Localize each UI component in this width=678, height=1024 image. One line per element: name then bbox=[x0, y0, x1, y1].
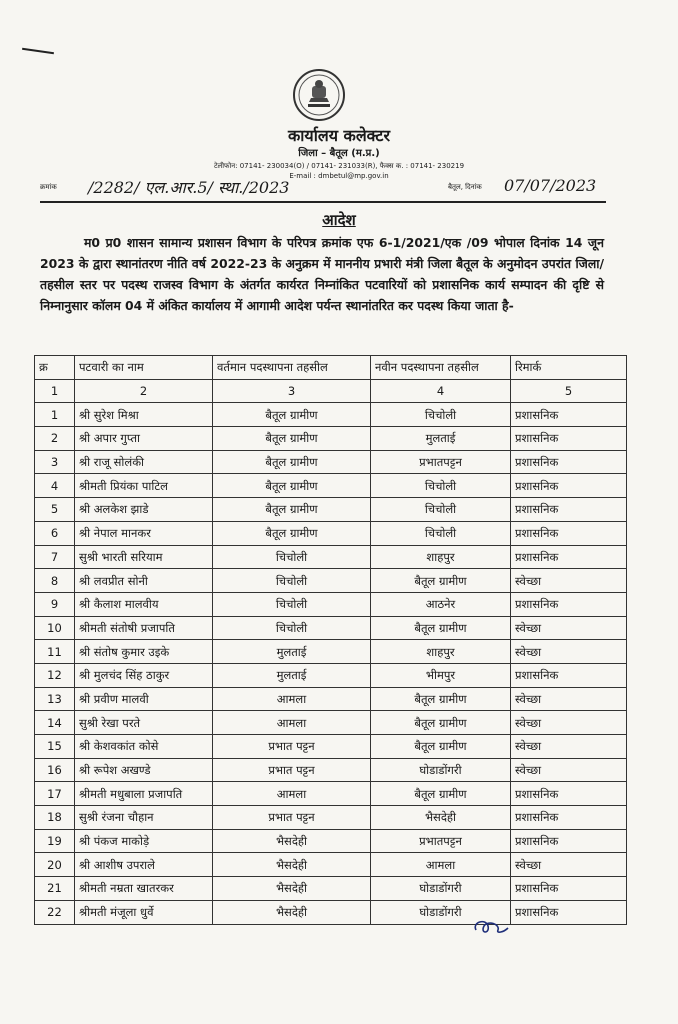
cell-new: घोडाडोंगरी bbox=[371, 877, 511, 901]
cell-new: चिचोली bbox=[371, 474, 511, 498]
signature-mark bbox=[470, 916, 510, 938]
cell-name: श्री केशवकांत कोसे bbox=[75, 735, 213, 759]
cell-sn: 15 bbox=[35, 735, 75, 759]
table-row bbox=[35, 427, 627, 451]
cell-sn: 9 bbox=[35, 592, 75, 616]
cell-current: बैतूल ग्रामीण bbox=[213, 474, 371, 498]
cell-sn: 19 bbox=[35, 829, 75, 853]
table-row bbox=[35, 616, 627, 640]
transfer-table bbox=[34, 355, 627, 925]
cell-sn: 5 bbox=[35, 498, 75, 522]
district-name: जिला – बैतूल (म.प्र.) bbox=[298, 148, 380, 159]
date-label: बैतूल, दिनांक bbox=[448, 183, 482, 191]
cell-new: बैतूल ग्रामीण bbox=[371, 782, 511, 806]
cell-current: प्रभात पट्टन bbox=[213, 758, 371, 782]
cell-remark: प्रशासनिक bbox=[511, 806, 627, 830]
cell-remark: प्रशासनिक bbox=[511, 450, 627, 474]
cell-current: मुलताई bbox=[213, 663, 371, 687]
cell-sn: 12 bbox=[35, 663, 75, 687]
cell-remark: प्रशासनिक bbox=[511, 782, 627, 806]
cell-remark: स्वेच्छा bbox=[511, 687, 627, 711]
cell-current: बैतूल ग्रामीण bbox=[213, 403, 371, 427]
cell-remark: प्रशासनिक bbox=[511, 427, 627, 451]
cell-new: मुलताई bbox=[371, 427, 511, 451]
cell-name: श्री पंकज माकोड़े bbox=[75, 829, 213, 853]
cell-new: प्रभातपट्टन bbox=[371, 829, 511, 853]
header-sn: क्र bbox=[35, 356, 75, 380]
cell-current: भैसदेही bbox=[213, 900, 371, 924]
cell-sn: 22 bbox=[35, 900, 75, 924]
table-row bbox=[35, 521, 627, 545]
cell-new: बैतूल ग्रामीण bbox=[371, 711, 511, 735]
cell-sn: 11 bbox=[35, 640, 75, 664]
cell-new: बैतूल ग्रामीण bbox=[371, 569, 511, 593]
cell-sn: 21 bbox=[35, 877, 75, 901]
table-row bbox=[35, 853, 627, 877]
email-line: E-mail : dmbetul@mp.gov.in bbox=[289, 172, 389, 180]
cell-remark: स्वेच्छा bbox=[511, 640, 627, 664]
cell-new: भैसदेही bbox=[371, 806, 511, 830]
cell-current: आमला bbox=[213, 782, 371, 806]
cell-current: चिचोली bbox=[213, 569, 371, 593]
table-row bbox=[35, 735, 627, 759]
cell-current: चिचोली bbox=[213, 616, 371, 640]
header-divider bbox=[40, 201, 606, 203]
cell-name: श्री राजू सोलंकी bbox=[75, 450, 213, 474]
cell-current: चिचोली bbox=[213, 545, 371, 569]
cell-sn: 7 bbox=[35, 545, 75, 569]
cell-name: श्री नेपाल मानकर bbox=[75, 521, 213, 545]
cell-remark: स्वेच्छा bbox=[511, 735, 627, 759]
cell-remark: स्वेच्छा bbox=[511, 758, 627, 782]
cell-current: प्रभात पट्टन bbox=[213, 735, 371, 759]
cell-remark: प्रशासनिक bbox=[511, 545, 627, 569]
office-title: कार्यालय कलेक्टर bbox=[287, 126, 391, 145]
cell-sn: 14 bbox=[35, 711, 75, 735]
table-row bbox=[35, 711, 627, 735]
cell-name: श्रीमती संतोषी प्रजापति bbox=[75, 616, 213, 640]
table-row bbox=[35, 782, 627, 806]
cell-remark: स्वेच्छा bbox=[511, 616, 627, 640]
cell-remark: प्रशासनिक bbox=[511, 498, 627, 522]
cell-remark: प्रशासनिक bbox=[511, 877, 627, 901]
cell-sn: 3 bbox=[35, 450, 75, 474]
ref-number: /2282/ एल.आर.5/ स्था./2023 bbox=[88, 178, 290, 197]
cell-sn: 1 bbox=[35, 403, 75, 427]
table-row bbox=[35, 663, 627, 687]
header-remark: रिमार्क bbox=[511, 356, 627, 380]
cell-new: चिचोली bbox=[371, 498, 511, 522]
cell-name: श्रीमती प्रियंका पाटिल bbox=[75, 474, 213, 498]
table-row bbox=[35, 806, 627, 830]
cell-name: श्री लवप्रीत सोनी bbox=[75, 569, 213, 593]
cell-new: आमला bbox=[371, 853, 511, 877]
table-row bbox=[35, 403, 627, 427]
cell-remark: प्रशासनिक bbox=[511, 900, 627, 924]
cell-name: सुश्री रंजना चौहान bbox=[75, 806, 213, 830]
cell-name: श्री रूपेश अखण्डे bbox=[75, 758, 213, 782]
cell-name: श्री अपार गुप्ता bbox=[75, 427, 213, 451]
cell-sn: 18 bbox=[35, 806, 75, 830]
cell-remark: प्रशासनिक bbox=[511, 474, 627, 498]
table-row bbox=[35, 900, 627, 924]
cell-current: बैतूल ग्रामीण bbox=[213, 521, 371, 545]
cell-current: भैसदेही bbox=[213, 853, 371, 877]
cell-remark: प्रशासनिक bbox=[511, 403, 627, 427]
cell-name: श्री आशीष उपराले bbox=[75, 853, 213, 877]
cell-new: शाहपुर bbox=[371, 545, 511, 569]
cell-new: भीमपुर bbox=[371, 663, 511, 687]
table-row bbox=[35, 687, 627, 711]
table-row bbox=[35, 829, 627, 853]
cell-current: बैतूल ग्रामीण bbox=[213, 450, 371, 474]
header-new-posting: नवीन पदस्थापना तहसील bbox=[371, 356, 511, 380]
table-column-number-row bbox=[35, 379, 627, 403]
table-row bbox=[35, 545, 627, 569]
government-emblem-icon bbox=[292, 68, 346, 122]
cell-name: सुश्री भारती सरियाम bbox=[75, 545, 213, 569]
cell-name: श्री प्रवीण मालवी bbox=[75, 687, 213, 711]
cell-sn: 20 bbox=[35, 853, 75, 877]
cell-name: श्री मुलचंद सिंह ठाकुर bbox=[75, 663, 213, 687]
cell-sn: 2 bbox=[35, 427, 75, 451]
cell-sn: 13 bbox=[35, 687, 75, 711]
table-row bbox=[35, 640, 627, 664]
col-number: 2 bbox=[75, 379, 213, 403]
cell-new: शाहपुर bbox=[371, 640, 511, 664]
cell-remark: स्वेच्छा bbox=[511, 569, 627, 593]
header-name: पटवारी का नाम bbox=[75, 356, 213, 380]
col-number: 1 bbox=[35, 379, 75, 403]
header-current-posting: वर्तमान पदस्थापना तहसील bbox=[213, 356, 371, 380]
cell-current: मुलताई bbox=[213, 640, 371, 664]
table-row bbox=[35, 592, 627, 616]
cell-new: प्रभातपट्टन bbox=[371, 450, 511, 474]
cell-sn: 6 bbox=[35, 521, 75, 545]
table-row bbox=[35, 474, 627, 498]
table-row bbox=[35, 569, 627, 593]
cell-new: बैतूल ग्रामीण bbox=[371, 735, 511, 759]
col-number: 5 bbox=[511, 379, 627, 403]
order-body: म0 प्र0 शासन सामान्य प्रशासन विभाग के परिपत्र क्रमांक एफ 6-1/2021/एक /09 भोपाल दिनांक 14 जून 2023 के द्वारा स्थानांतरण नीति वर्ष 2022-23 के अनुक्रम में माननीय प्रभारी मंत्री जिला बैतूल के अनुमोदन उपरांत जिला/तहसील स्तर पर पदस्थ राजस्व विभाग के अंतर्गत कार्यरत निम्नांकित पटवारियों को प्रशासनिक कार्य सम्पादन की दृष्टि से निम्नानुसार कॉलम 04 में अंकित कार्यालय में आगामी आदेश पर्यन्त स्थानांतरित कर पदस्थ किया जाता है- bbox=[40, 235, 604, 313]
cell-sn: 8 bbox=[35, 569, 75, 593]
cell-current: आमला bbox=[213, 711, 371, 735]
date-value: 07/07/2023 bbox=[504, 176, 597, 195]
cell-name: श्री सुरेश मिश्रा bbox=[75, 403, 213, 427]
cell-current: बैतूल ग्रामीण bbox=[213, 427, 371, 451]
cell-remark: प्रशासनिक bbox=[511, 829, 627, 853]
cell-name: श्री कैलाश मालवीय bbox=[75, 592, 213, 616]
col-number: 3 bbox=[213, 379, 371, 403]
table-row bbox=[35, 498, 627, 522]
cell-current: भैसदेही bbox=[213, 829, 371, 853]
cell-new: बैतूल ग्रामीण bbox=[371, 616, 511, 640]
cell-current: भैसदेही bbox=[213, 877, 371, 901]
cell-name: श्रीमती नम्रता खातरकर bbox=[75, 877, 213, 901]
cell-current: आमला bbox=[213, 687, 371, 711]
cell-current: चिचोली bbox=[213, 592, 371, 616]
cell-remark: प्रशासनिक bbox=[511, 521, 627, 545]
table-row bbox=[35, 758, 627, 782]
cell-new: चिचोली bbox=[371, 403, 511, 427]
cell-new: घोडाडोंगरी bbox=[371, 758, 511, 782]
cell-name: श्रीमती मधुबाला प्रजापति bbox=[75, 782, 213, 806]
cell-remark: स्वेच्छा bbox=[511, 711, 627, 735]
cell-name: श्री संतोष कुमार उइके bbox=[75, 640, 213, 664]
table-row bbox=[35, 450, 627, 474]
cell-name: श्रीमती मंजूला धुर्वे bbox=[75, 900, 213, 924]
cell-sn: 16 bbox=[35, 758, 75, 782]
cell-name: सुश्री रेखा परते bbox=[75, 711, 213, 735]
cell-remark: स्वेच्छा bbox=[511, 853, 627, 877]
cell-current: बैतूल ग्रामीण bbox=[213, 498, 371, 522]
ref-label: क्रमांक bbox=[40, 183, 57, 191]
cell-sn: 17 bbox=[35, 782, 75, 806]
cell-new: आठनेर bbox=[371, 592, 511, 616]
contact-line: टेलीफोन: 07141- 230034(O) / 07141- 231033(R), फैक्स क. : 07141- 230219 bbox=[213, 162, 465, 170]
cell-sn: 4 bbox=[35, 474, 75, 498]
cell-new: बैतूल ग्रामीण bbox=[371, 687, 511, 711]
cell-sn: 10 bbox=[35, 616, 75, 640]
cell-remark: प्रशासनिक bbox=[511, 663, 627, 687]
pen-mark bbox=[22, 48, 54, 54]
cell-remark: प्रशासनिक bbox=[511, 592, 627, 616]
cell-new: घोडाडोंगरी bbox=[371, 900, 511, 924]
order-heading: आदेश bbox=[322, 211, 356, 229]
cell-current: प्रभात पट्टन bbox=[213, 806, 371, 830]
col-number: 4 bbox=[371, 379, 511, 403]
table-header-row bbox=[35, 356, 627, 380]
cell-name: श्री अलकेश झाडे bbox=[75, 498, 213, 522]
table-row bbox=[35, 877, 627, 901]
cell-new: चिचोली bbox=[371, 521, 511, 545]
table-body bbox=[35, 403, 627, 924]
